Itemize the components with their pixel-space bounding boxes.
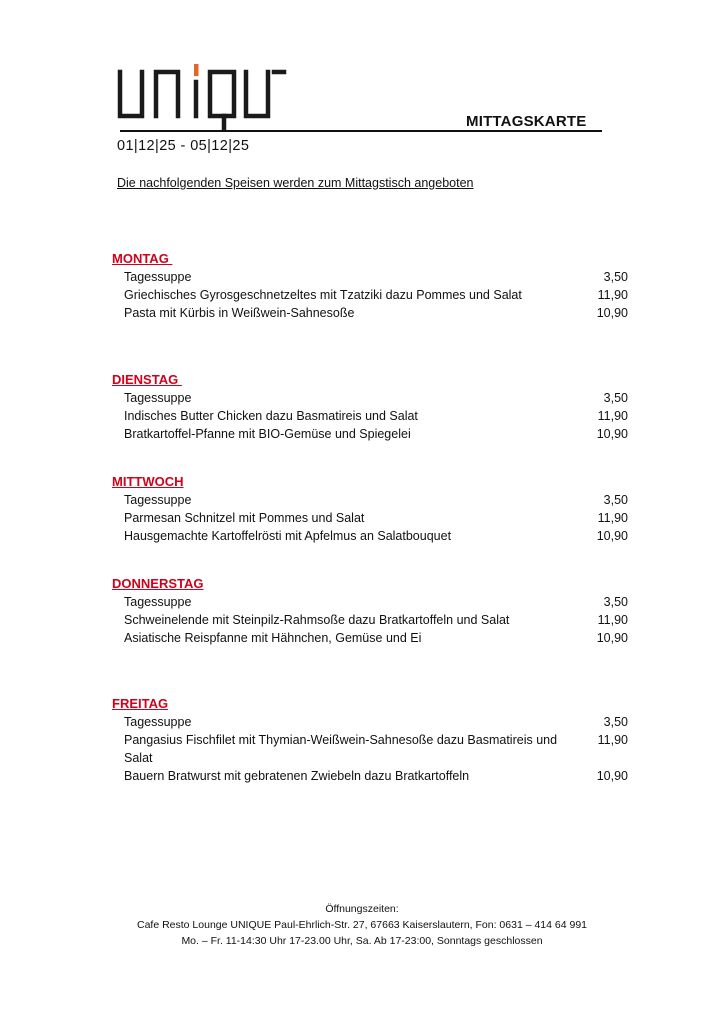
- dish-name: Tagessuppe: [124, 270, 192, 284]
- date-range: 01|12|25 - 05|12|25: [117, 138, 250, 154]
- menu-item: [112, 407, 628, 425]
- dish-price: 3,50: [603, 595, 628, 609]
- day-section-thursday: [112, 575, 628, 647]
- menu-item: [112, 304, 628, 322]
- menu-item: [112, 629, 628, 647]
- menu-item: [112, 593, 628, 611]
- footer: [0, 901, 724, 949]
- hours-line: Mo. – Fr. 11-14:30 Uhr 17-23.00 Uhr, Sa. Ab 17-23:00, Sonntags geschlossen: [181, 935, 543, 947]
- day-label: FREITAG: [112, 696, 169, 711]
- dish-price: 3,50: [603, 270, 628, 284]
- menu-item: [112, 509, 628, 527]
- dish-name: Pasta mit Kürbis in Weißwein-Sahnesoße: [124, 306, 355, 320]
- dish-price: 11,90: [597, 733, 628, 747]
- dish-price: 11,90: [597, 613, 628, 627]
- dish-price: 10,90: [596, 306, 628, 320]
- dish-price: 3,50: [603, 391, 628, 405]
- day-section-wednesday: [112, 473, 628, 545]
- dish-name: Bauern Bratwurst mit gebratenen Zwiebeln dazu Bratkartoffeln: [124, 769, 470, 783]
- menu-item: [112, 731, 628, 767]
- dish-name: Pangasius Fischfilet mit Thymian-Weißwein-Sahnesoße dazu Basmatireis und Salat: [124, 733, 558, 765]
- dish-name: Tagessuppe: [124, 715, 192, 729]
- menu-item: [112, 611, 628, 629]
- dish-name: Griechisches Gyrosgeschnetzeltes mit Tzatziki dazu Pommes und Salat: [124, 288, 522, 302]
- dish-price: 10,90: [596, 427, 628, 441]
- dish-price: 3,50: [603, 493, 628, 507]
- day-label: MONTAG: [112, 251, 173, 266]
- dish-name: Indisches Butter Chicken dazu Basmatireis und Salat: [124, 409, 418, 423]
- day-section-tuesday: [112, 371, 628, 443]
- menu-item: [112, 527, 628, 545]
- day-section-monday: [112, 250, 628, 322]
- menu-item: [112, 767, 628, 785]
- dish-price: 10,90: [596, 769, 628, 783]
- intro-text: Die nachfolgenden Speisen werden zum Mittagstisch angeboten: [117, 176, 474, 190]
- day-label: MITTWOCH: [112, 474, 184, 489]
- dish-name: Tagessuppe: [124, 595, 192, 609]
- menu-title: MITTAGSKARTE: [466, 113, 587, 130]
- menu-item: [112, 389, 628, 407]
- menu-item: [112, 491, 628, 509]
- title-rule: [120, 130, 602, 132]
- address-line: Cafe Resto Lounge UNIQUE Paul-Ehrlich-Str. 27, 67663 Kaiserslautern, Fon: 0631 – 414 64 991: [136, 919, 588, 931]
- menu-item: [112, 268, 628, 286]
- dish-name: Schweinelende mit Steinpilz-Rahmsoße dazu Bratkartoffeln und Salat: [124, 613, 510, 627]
- unique-logo: [112, 62, 288, 132]
- dish-price: 11,90: [597, 288, 628, 302]
- dish-price: 10,90: [596, 631, 628, 645]
- dish-price: 11,90: [597, 409, 628, 423]
- dish-price: 11,90: [597, 511, 628, 525]
- day-label: DIENSTAG: [112, 372, 182, 387]
- dish-name: Tagessuppe: [124, 493, 192, 507]
- dish-name: Bratkartoffel-Pfanne mit BIO-Gemüse und Spiegelei: [124, 427, 411, 441]
- dish-name: Asiatische Reispfanne mit Hähnchen, Gemüse und Ei: [124, 631, 422, 645]
- opening-hours-heading: Öffnungszeiten:: [325, 903, 399, 915]
- menu-item: [112, 713, 628, 731]
- dish-name: Tagessuppe: [124, 391, 192, 405]
- dish-name: Parmesan Schnitzel mit Pommes und Salat: [124, 511, 365, 525]
- menu-item: [112, 425, 628, 443]
- day-label: DONNERSTAG: [112, 576, 204, 591]
- dish-price: 10,90: [596, 529, 628, 543]
- day-section-friday: [112, 695, 628, 785]
- menu-item: [112, 286, 628, 304]
- dish-price: 3,50: [603, 715, 628, 729]
- dish-name: Hausgemachte Kartoffelrösti mit Apfelmus an Salatbouquet: [124, 529, 452, 543]
